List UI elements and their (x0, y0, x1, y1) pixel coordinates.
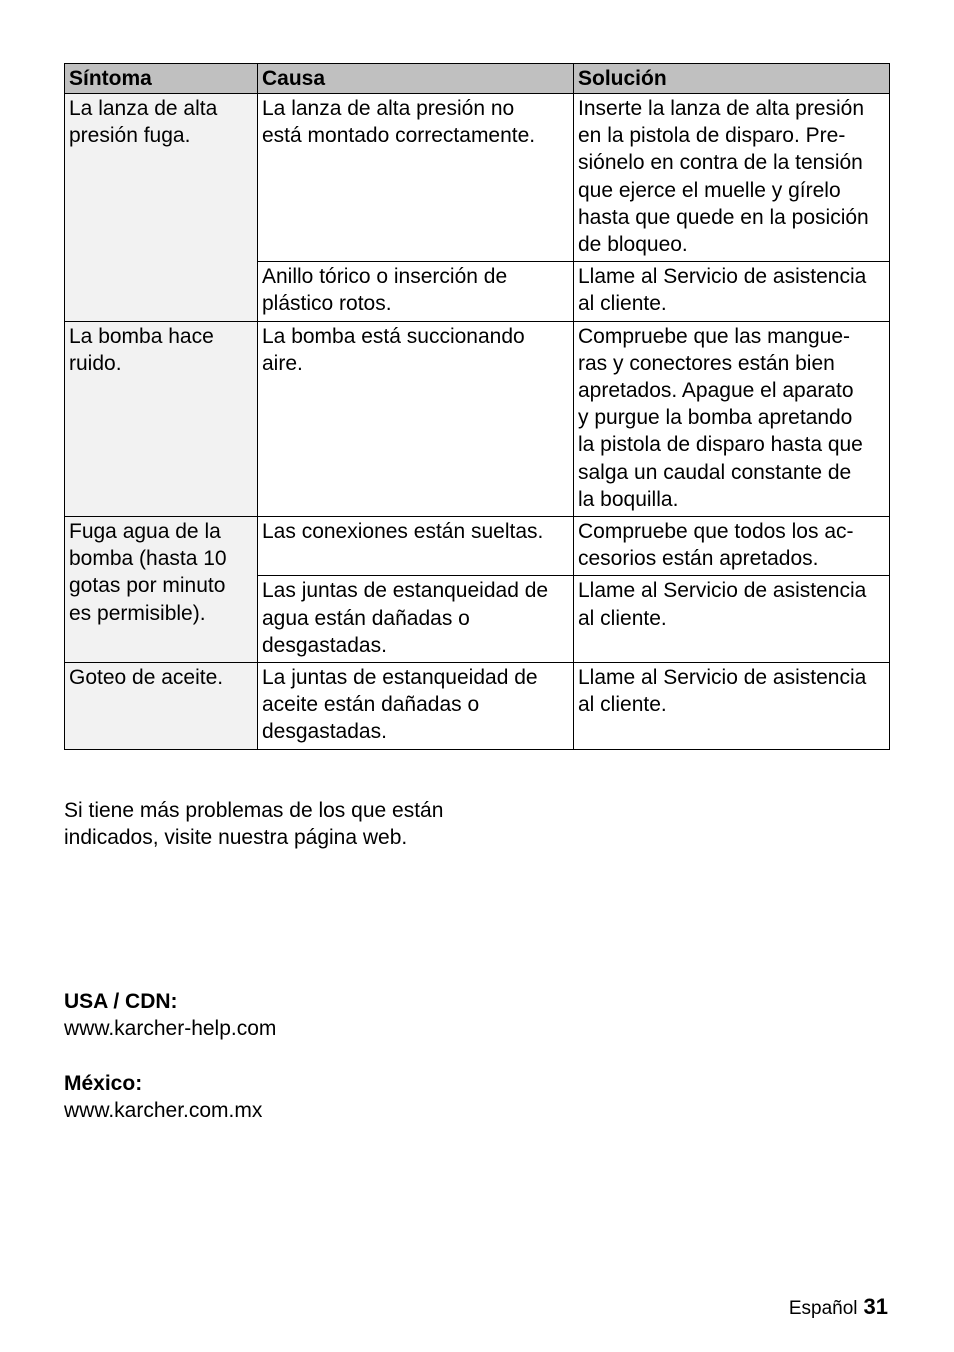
solution-line: al cliente. (578, 606, 667, 630)
contact-url[interactable]: www.karcher-help.com (64, 1017, 277, 1041)
cause-line: está montado correctamente. (262, 124, 536, 148)
solution-line: al cliente. (578, 292, 667, 316)
header-cause: Causa (258, 64, 574, 94)
cause-line: desgastadas. (262, 720, 387, 744)
page-number: 31 (863, 1294, 888, 1319)
symptom-cell (65, 663, 258, 750)
solution-cell (574, 321, 890, 516)
solution-cell (574, 576, 890, 663)
solution-cell (574, 262, 890, 321)
solution-line: Llame al Servicio de asistencia (578, 265, 867, 289)
solution-line: y purgue la bomba apretando (578, 406, 853, 430)
cause-line: agua están dañadas o (262, 606, 470, 630)
solution-line: hasta que quede en la posición (578, 205, 869, 229)
solution-line: Compruebe que todos los ac- (578, 520, 854, 544)
solution-line: Llame al Servicio de asistencia (578, 579, 867, 603)
cause-line: Las juntas de estanqueidad de (262, 579, 549, 603)
solution-cell (574, 517, 890, 576)
solution-line: que ejerce el muelle y gírelo (578, 178, 841, 202)
solution-line: Inserte la lanza de alta presión (578, 97, 865, 120)
symptom-line: La lanza de alta (69, 97, 218, 120)
symptom-line: Goteo de aceite. (69, 666, 224, 690)
solution-line: de bloqueo. (578, 233, 688, 257)
cause-line: aceite están dañadas o (262, 693, 480, 717)
table-row (65, 517, 890, 576)
solution-line: la pistola de disparo hasta que (578, 433, 863, 457)
contact-mexico (64, 1070, 262, 1124)
cause-line: La lanza de alta presión no (262, 97, 515, 120)
contact-url[interactable]: www.karcher.com.mx (64, 1099, 263, 1123)
solution-line: salga un caudal constante de (578, 460, 852, 484)
cause-line: desgastadas. (262, 633, 387, 657)
solution-line: siónelo en contra de la tensión (578, 151, 863, 175)
symptom-cell (65, 517, 258, 663)
table-header-row (65, 64, 890, 94)
solution-cell (574, 663, 890, 750)
solution-line: Llame al Servicio de asistencia (578, 666, 867, 690)
symptom-line: gotas por minuto (69, 574, 226, 598)
solution-line: en la pistola de disparo. Pre- (578, 124, 846, 148)
contact-usa-cdn (64, 988, 276, 1042)
symptom-line: bomba (hasta 10 (69, 547, 227, 571)
cause-cell (258, 576, 574, 663)
cause-cell (258, 262, 574, 321)
header-solution: Solución (574, 64, 890, 94)
solution-line: Compruebe que las mangue- (578, 324, 850, 348)
solution-line: cesorios están apretados. (578, 547, 819, 571)
note-line: indicados, visite nuestra página web. (64, 826, 408, 850)
solution-cell (574, 94, 890, 262)
footer-language: Español (788, 1298, 858, 1319)
more-problems-note (64, 797, 443, 851)
symptom-line: Fuga agua de la (69, 520, 221, 544)
solution-line: ras y conectores están bien (578, 351, 835, 375)
cause-line: La juntas de estanqueidad de (262, 666, 538, 690)
cause-cell (258, 94, 574, 262)
contact-label: México: (64, 1072, 143, 1095)
page-footer (789, 1294, 888, 1320)
solution-line: al cliente. (578, 693, 667, 717)
note-line: Si tiene más problemas de los que están (64, 799, 444, 822)
cause-cell (258, 517, 574, 576)
symptom-cell (65, 321, 258, 516)
cause-line: Anillo tórico o inserción de (262, 265, 508, 289)
solution-line: apretados. Apague el aparato (578, 379, 854, 403)
cause-line: plástico rotos. (262, 292, 392, 316)
table-row (65, 321, 890, 516)
symptom-line: es permisible). (69, 601, 206, 625)
cause-line: Las conexiones están sueltas. (262, 520, 544, 544)
symptom-line: ruido. (69, 351, 122, 375)
cause-line: La bomba está succionando (262, 324, 525, 348)
symptom-line: presión fuga. (69, 124, 191, 148)
header-symptom: Síntoma (65, 64, 258, 94)
table-row (65, 94, 890, 262)
symptom-line: La bomba hace (69, 324, 214, 348)
contact-label: USA / CDN: (64, 990, 178, 1013)
troubleshooting-table (64, 63, 890, 750)
solution-line: la boquilla. (578, 487, 679, 511)
cause-cell (258, 663, 574, 750)
cause-cell (258, 321, 574, 516)
symptom-cell (65, 94, 258, 322)
table-row (65, 663, 890, 750)
cause-line: aire. (262, 351, 303, 375)
